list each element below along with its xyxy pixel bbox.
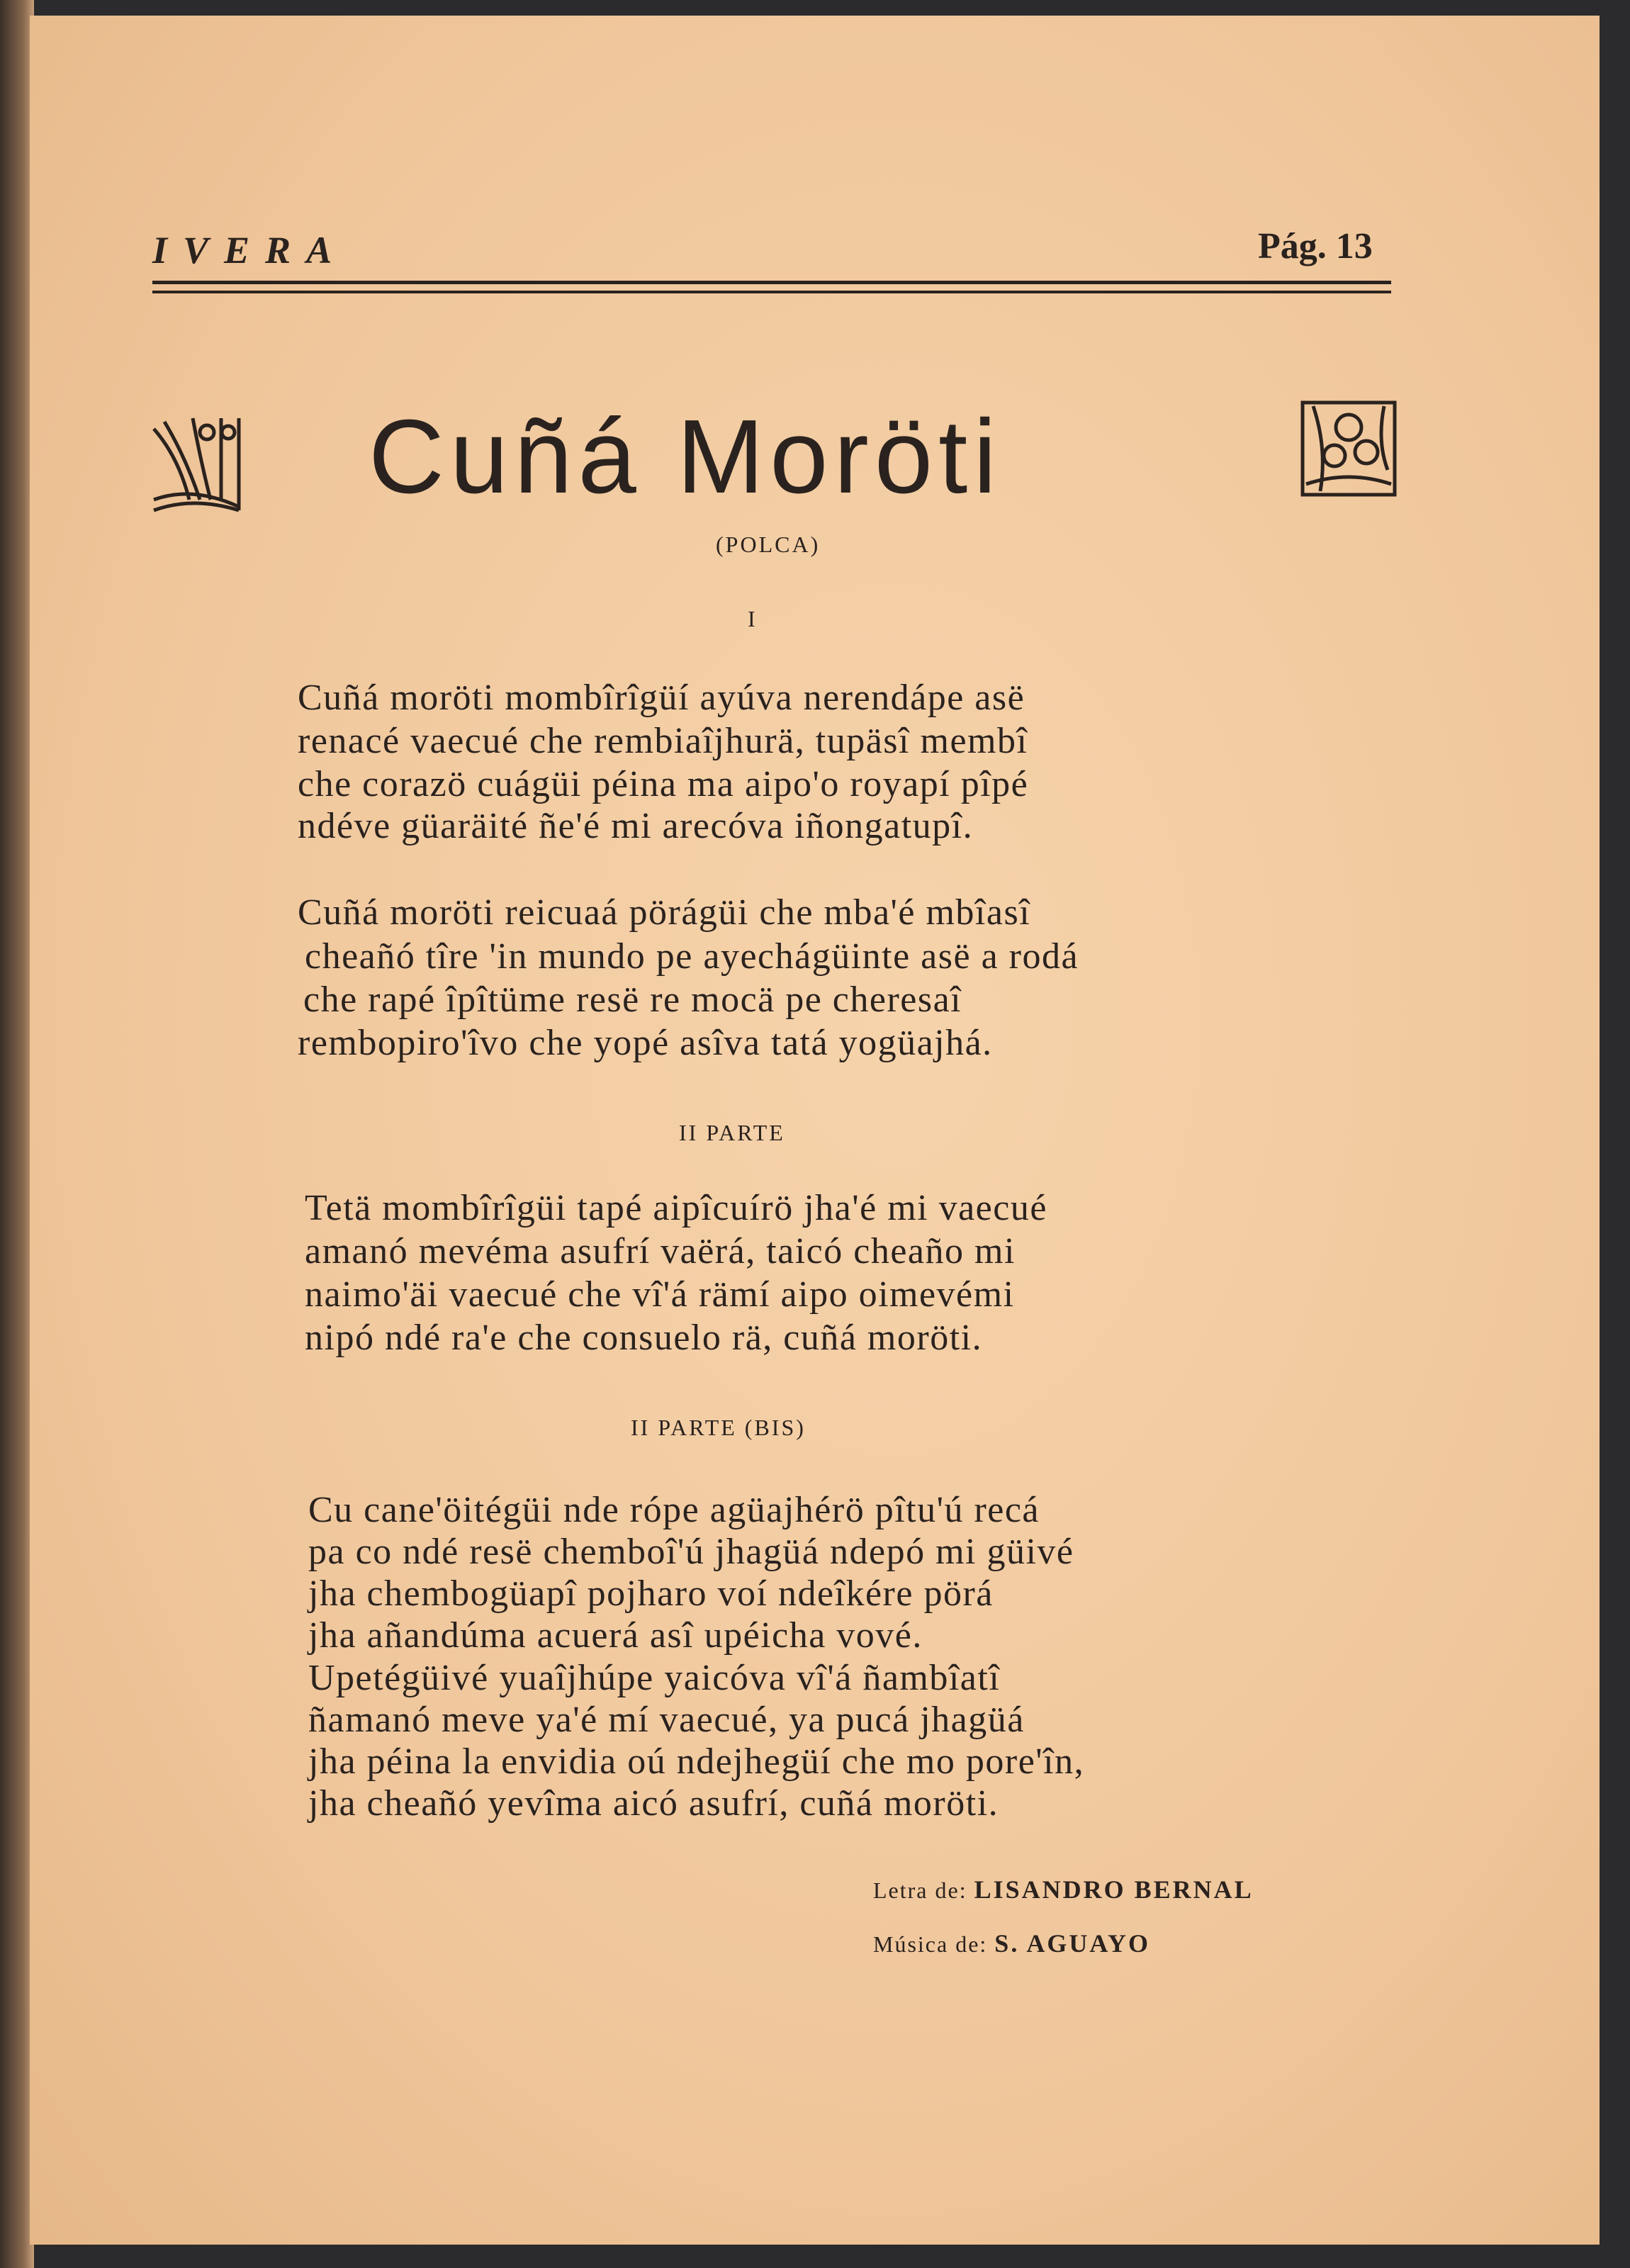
section-heading: II PARTE xyxy=(679,1120,785,1145)
verse-line: ñamanó meve ya'é mí vaecué, ya pucá jhagüá xyxy=(308,1700,1025,1740)
verse-line: che corazö cuágüi péina ma aipo'o royapí pîpé xyxy=(298,764,1029,804)
credit-label: Música de: xyxy=(873,1931,988,1957)
verse-line: naimo'äi vaecué che vî'á rämí aipo oimevémi xyxy=(305,1274,1015,1315)
verse-line: Upetégüivé yuaîjhúpe yaicóva vî'á ñambîatî xyxy=(308,1658,1001,1698)
left-ornament-icon xyxy=(150,415,249,514)
verse-line: jha péina la envidia oú ndejhegüí che mo pore'în, xyxy=(308,1741,1085,1782)
header-rule-lower xyxy=(152,291,1391,293)
verse-line: pa co ndé resë chemboî'ú jhagüá ndepó mi güivé xyxy=(308,1532,1074,1572)
verse-line: Tetä mombîrîgüi tapé aipîcuírö jha'é mi vaecué xyxy=(305,1188,1047,1228)
credit-name: S. AGUAYO xyxy=(994,1929,1151,1958)
credit-name: LISANDRO BERNAL xyxy=(974,1875,1254,1904)
right-ornament-icon xyxy=(1299,399,1398,498)
section-heading: I xyxy=(748,606,758,631)
verse-line: jha chembogüapî pojharo voí ndeîkére pörá xyxy=(308,1573,994,1614)
page xyxy=(30,16,1600,2245)
publication-name: IVERA xyxy=(152,229,348,271)
book-binding xyxy=(0,0,34,2268)
header-rule xyxy=(152,281,1391,284)
verse-line: jha añandúma acuerá asî upéicha vové. xyxy=(308,1615,923,1656)
song-genre: (POLCA) xyxy=(716,532,821,557)
page-number: Pág. 13 xyxy=(1258,226,1373,266)
verse-line: jha cheañó yevîma aicó asufrí, cuñá moröti. xyxy=(308,1783,999,1824)
music-credit xyxy=(873,1929,1150,1958)
lyrics-credit xyxy=(873,1875,1254,1904)
verse-line: rembopiro'îvo che yopé asîva tatá yogüajhá. xyxy=(298,1023,993,1063)
section-heading: II PARTE (BIS) xyxy=(631,1415,806,1440)
credit-label: Letra de: xyxy=(873,1877,967,1903)
verse-line: nipó ndé ra'e che consuelo rä, cuñá moröti. xyxy=(305,1318,983,1358)
verse-line: cheañó tîre 'in mundo pe ayechágüinte asë a rodá xyxy=(305,936,1079,977)
verse-line: Cu cane'öitégüi nde rópe agüajhérö pîtu'ú recá xyxy=(308,1490,1040,1530)
song-title: Cuñá Moröti xyxy=(369,398,1003,515)
verse-line: amanó mevéma asufrí vaërá, taicó cheaño mi xyxy=(305,1231,1016,1271)
verse-line: ndéve güaräité ñe'é mi arecóva iñongatupî. xyxy=(298,806,974,846)
verse-line: che rapé îpîtüme resë re mocä pe cheresaî xyxy=(303,979,962,1020)
verse-line: renacé vaecué che rembiaîjhurä, tupäsî membî xyxy=(298,721,1028,761)
verse-line: Cuñá moröti reicuaá pörágüi che mba'é mbîasî xyxy=(298,892,1031,933)
verse-line: Cuñá moröti mombîrîgüí ayúva nerendápe asë xyxy=(298,678,1025,718)
